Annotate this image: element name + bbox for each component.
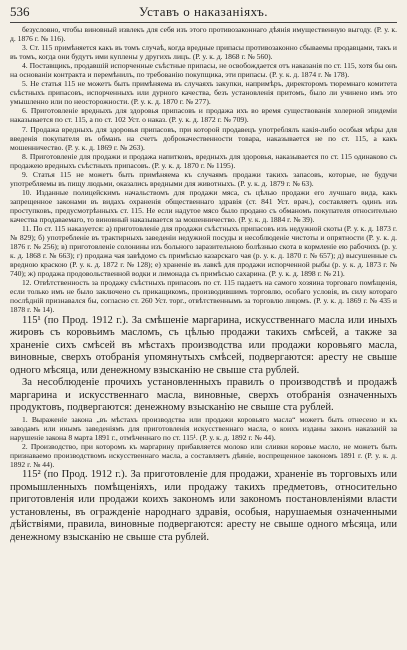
article-paragraph: За несоблюденіе прочихъ установленныхъ правилъ о производствѣ и продажѣ маргарина и искусственнаго масла, виновные, сверхъ отобранія означенныхъ продуктовъ, подвергаются: денежному взысканію не свыше ста рублей.: [10, 377, 397, 414]
commentary-paragraph: 2. Производство, при которомъ къ маргарину прибавляется молоко или сливки коровье масло, не можетъ быть признаваемо производствомъ искусственнаго масла, а составляетъ дѣяніе, воспрещенное закономъ 1891 г. (Р. у. к. д. 1892 г. № 44).: [10, 442, 397, 470]
article-paragraph: 115² (по Прод. 1912 г.). За приготовленіе для продажи, храненіе въ торговыхъ или промышленныхъ помѣщеніяхъ, или продажу такихъ предметовъ, относительно приготовленія или продажи коихъ закономъ или закономъ постановленіями власти установлены, въ огражденіе народнаго здравія, особыя, нарушаемыя означенными дѣйствіями, правила, виновные подвергаются: аресту не свыше одного мѣсяца, или денежному взысканію не свыше ста рублей.: [10, 469, 397, 543]
commentary-paragraph: 12. Отвѣтственность за продажу съѣстныхъ припасовъ по ст. 115 падаетъ на самого хозяина торговаго помѣщенія, если только имъ не было заключено съ прикащикомъ, производившимъ торговлю, особаго условія, въ силу котораго послѣдній признавался бы, согласно ст. 260 Уст. торг., отвѣтственнымъ за торговлю лицомъ. (Р. у. к. д. 1869 г. № 435 и 1878 г. № 14).: [10, 278, 397, 315]
commentary-paragraph: 10. Изданные полицейскимъ начальствомъ для продажи мяса, съ цѣлью продажи его лучшаго вида, какъ запрещенное законами въ видахъ охраненія общественнаго здравія (ст. 841 Уст. врач.), составляетъ одинъ изъ проступковъ, предусмотрѣнныхъ ст. 115. Не если надутое мясо было продано съ обманомъ покупателя относительно качества продаваемаго, то виновный наказывается за мошенничество. (Р. у. к. д. 1884 г. № 39).: [10, 187, 397, 224]
article-115-1: [10, 315, 397, 415]
page-body: [10, 25, 397, 648]
commentary-block-115-1: [10, 415, 397, 469]
commentary-paragraph: 8. Приготовленіе для продажи и продажа напитковъ, вредныхъ для здоровья, наказывается по ст. 115 одинаково съ продажею вредныхъ съѣстныхъ припасовъ. (Р. у. к. д. 1870 г. № 1195).: [10, 151, 397, 170]
commentary-block-115: [10, 25, 397, 315]
commentary-paragraph: 4. Поставщикъ, продавшій испорченные съѣстные припасы, не освобождается отъ наказанія по ст. 115, хотя бы онъ на основаніи контракта и перемѣнилъ, по требованію покупщика, эти припасы. (Р. у. к. д. 1874 г. № 178).: [10, 61, 397, 80]
commentary-paragraph: безусловно, чтобы виновный извлекъ для себя изъ этого противозаконнаго дѣянія имущественную выгоду. (Р. у. к. д. 1876 г. № 116).: [10, 25, 397, 44]
article-115-2: [10, 469, 397, 544]
commentary-paragraph: 3. Ст. 115 примѣняется какъ въ томъ случаѣ, когда вредные припасы противозаконно сбываемы продавцами, такъ и въ томъ, когда они будутъ ими куплены у другихъ лицъ. (Р. у. к. д. 1868 г. № 560).: [10, 43, 397, 62]
commentary-paragraph: 9. Статья 115 не можетъ быть примѣняема къ случаямъ продажи такихъ запасовъ, которые, не будучи употребляемы въ пищу людьми, оказались вредными для животныхъ. (Р. у. к. д. 1879 г. № 63).: [10, 169, 397, 188]
running-title: Уставъ о наказаніяхъ.: [138, 4, 269, 19]
commentary-paragraph: 11. По ст. 115 наказуется: а) приготовленіе для продажи съѣстныхъ припасовъ изъ недужной скоты (Р. у. к. д. 1873 г. № 829); б) употребленіе въ трактирныхъ заведеніи недужной посуды и несоблюденіе чистоты и опрятности (Р. у. к. д. 1876 г. № 256); в) приготовленіе солонины изъ больного заразительною болѣзнью скота в кормленіе ею рабочихъ (р. у. к. д. 1868 г. № 663); г) продажа чая завѣдомо съ примѣсью казарскаго чая (р. у. к. д. 1870 г. № 657); д) высушенные съ вредною краскою (Р. у. к. д. 1872 г. № 128); е) храненіе въ лавкѣ для продажи испорченной рыбы (р. у. к. д. 1873 г. № 740); ж) продажа продовольственной водки и лимонада съ примѣсью сахарина. (Р. у. к. д. 1898 г. № 21).: [10, 224, 397, 279]
commentary-paragraph: 7. Продажа вредныхъ для здоровья припасовъ, при которой продавецъ употреблялъ какія-либо особыя мѣры для введенія покупателя въ обманъ на счетъ доброкачественности товара, наказывается не по ст. 115, а какъ мошенничество. (Р. у. к. д. 1869 г. № 263).: [10, 124, 397, 152]
commentary-paragraph: 1. Выраженіе закона „въ мѣстахъ производства или продажи коровьяго масла“ можетъ быть отнесено и къ заводамъ или инымъ заведеніямъ для приготовленія искусственнаго масла, о коихъ изданы законъ наказаній за нарушеніе закона 8 марта 1891 г., отмѣченнаго по ст. 115¹. (Р. у. к. д. 1892 г. № 44).: [10, 414, 397, 442]
page-number: 536: [10, 4, 30, 19]
commentary-paragraph: 6. Приготовленіе вредныхъ для здоровья припасовъ и продажа ихъ во время существованія холерной эпидеміи наказывается по ст. 115, а по ст. 102 Уст. о наказ. (Р. у. к. д. 1872 г. № 709).: [10, 106, 397, 125]
commentary-paragraph: 5. Не статья 115 не можетъ быть примѣняема въ случаяхъ закупки, напримѣръ, директоромъ тюремнаго комитета съѣстныхъ припасовъ, испорченныхъ или дурного качества, безъ установленія притомъ, было ли учинено имъ это умышленно или по неосторожности. (Р. у. к. д. 1870 г. № 277).: [10, 79, 397, 107]
page-header: [10, 4, 397, 23]
article-paragraph: 115¹ (по Прод. 1912 г.). За смѣшеніе маргарина, искусственнаго масла или иныхъ жировъ съ коровьимъ масломъ, съ цѣлью продажи такихъ смѣсей, а также за храненіе сихъ смѣсей въ мѣстахъ производства или продажи коровьяго масла, виновные, сверхъ отобранія упомянутыхъ смѣсей, подвергаются: аресту не свыше одного мѣсяца, или денежному взысканію не свыше ста рублей.: [10, 314, 397, 376]
